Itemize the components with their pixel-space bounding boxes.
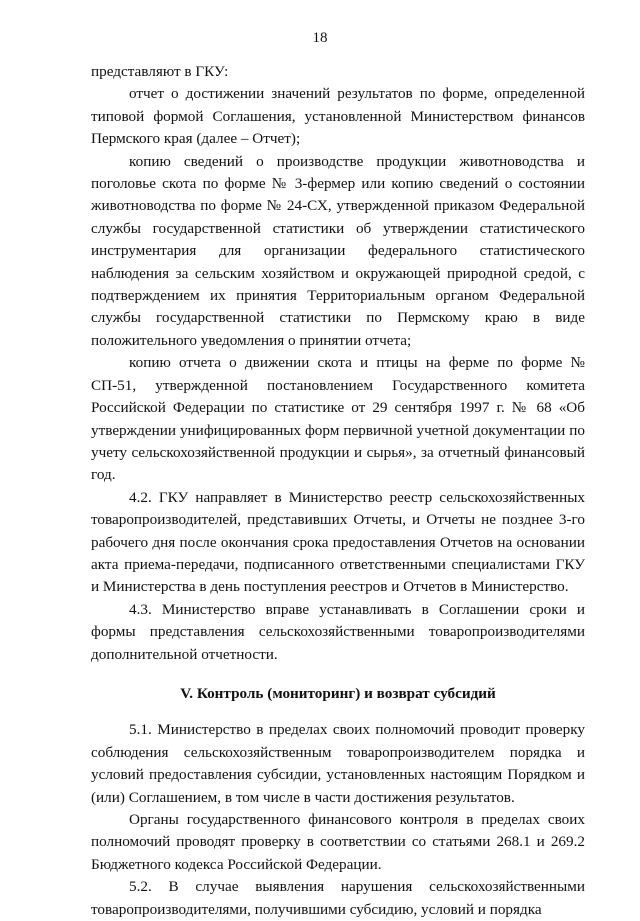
section-heading: V. Контроль (мониторинг) и возврат субсидий: [180, 684, 496, 702]
paragraph: Органы государственного финансового контроля в пределах своих полномочий проводят проверку в соответствии со статьями 268.1 и 269.2 Бюджетного кодекса Российской Федерации.: [91, 811, 585, 873]
paragraph: 5.2. В случае выявления нарушения сельскохозяйственными товаропроизводителями, получившими субсидию, условий и порядка: [91, 878, 585, 918]
paragraph: копию сведений о производстве продукции животноводства и поголовье скота по форме № 3-фермер или копию сведений о состоянии животноводства по форме № 24-СХ, утвержденной приказом Федеральной службы государственной статистики об утверждении статистического инструментария для организации федерального статистического наблюдения за сельским хозяйством и окружающей природной средой, с подтверждением их принятия Территориальным органом Федеральной службы государственной статистики по Пермскому краю в виде положительного уведомления о принятии отчета;: [91, 152, 585, 349]
paragraph: 5.1. Министерство в пределах своих полномочий проводит проверку соблюдения сельскохозяйственным товаропроизводителем порядка и условий предоставления субсидии, установленных настоящим Порядком и (или) Соглашением, в том числе в части достижения результатов.: [91, 721, 585, 806]
paragraph: копию отчета о движении скота и птицы на ферме по форме № СП-51, утвержденной постановлением Государственного комитета Российской Федерации по статистике от 29 сентября 1997 г. № 68 «Об утверждении унифицированных форм первичной учетной документации по учету сельскохозяйственной продукции и сырья», за отчетный финансовый год.: [91, 354, 585, 484]
paragraph: представляют в ГКУ:: [91, 63, 229, 80]
page-number: 18: [312, 30, 328, 46]
paragraph: отчет о достижении значений результатов по форме, определенной типовой формой Соглашения, установленной Министерством финансов Пермского края (далее – Отчет);: [91, 85, 585, 148]
paragraph: 4.3. Министерство вправе устанавливать в Соглашении сроки и формы представления сельскохозяйственными товаропроизводителями дополнительной отчетности.: [91, 600, 585, 663]
paragraph: 4.2. ГКУ направляет в Министерство реестр сельскохозяйственных товаропроизводителей, представивших Отчеты, и Отчеты не позднее 3-го рабочего дня после окончания срока предоставления Отчетов на основании акта приема-передачи, подписанного ответственными специалистами ГКУ и Министерства в день поступления реестров и Отчетов в Министерство.: [91, 488, 585, 596]
document-body: [91, 61, 585, 921]
